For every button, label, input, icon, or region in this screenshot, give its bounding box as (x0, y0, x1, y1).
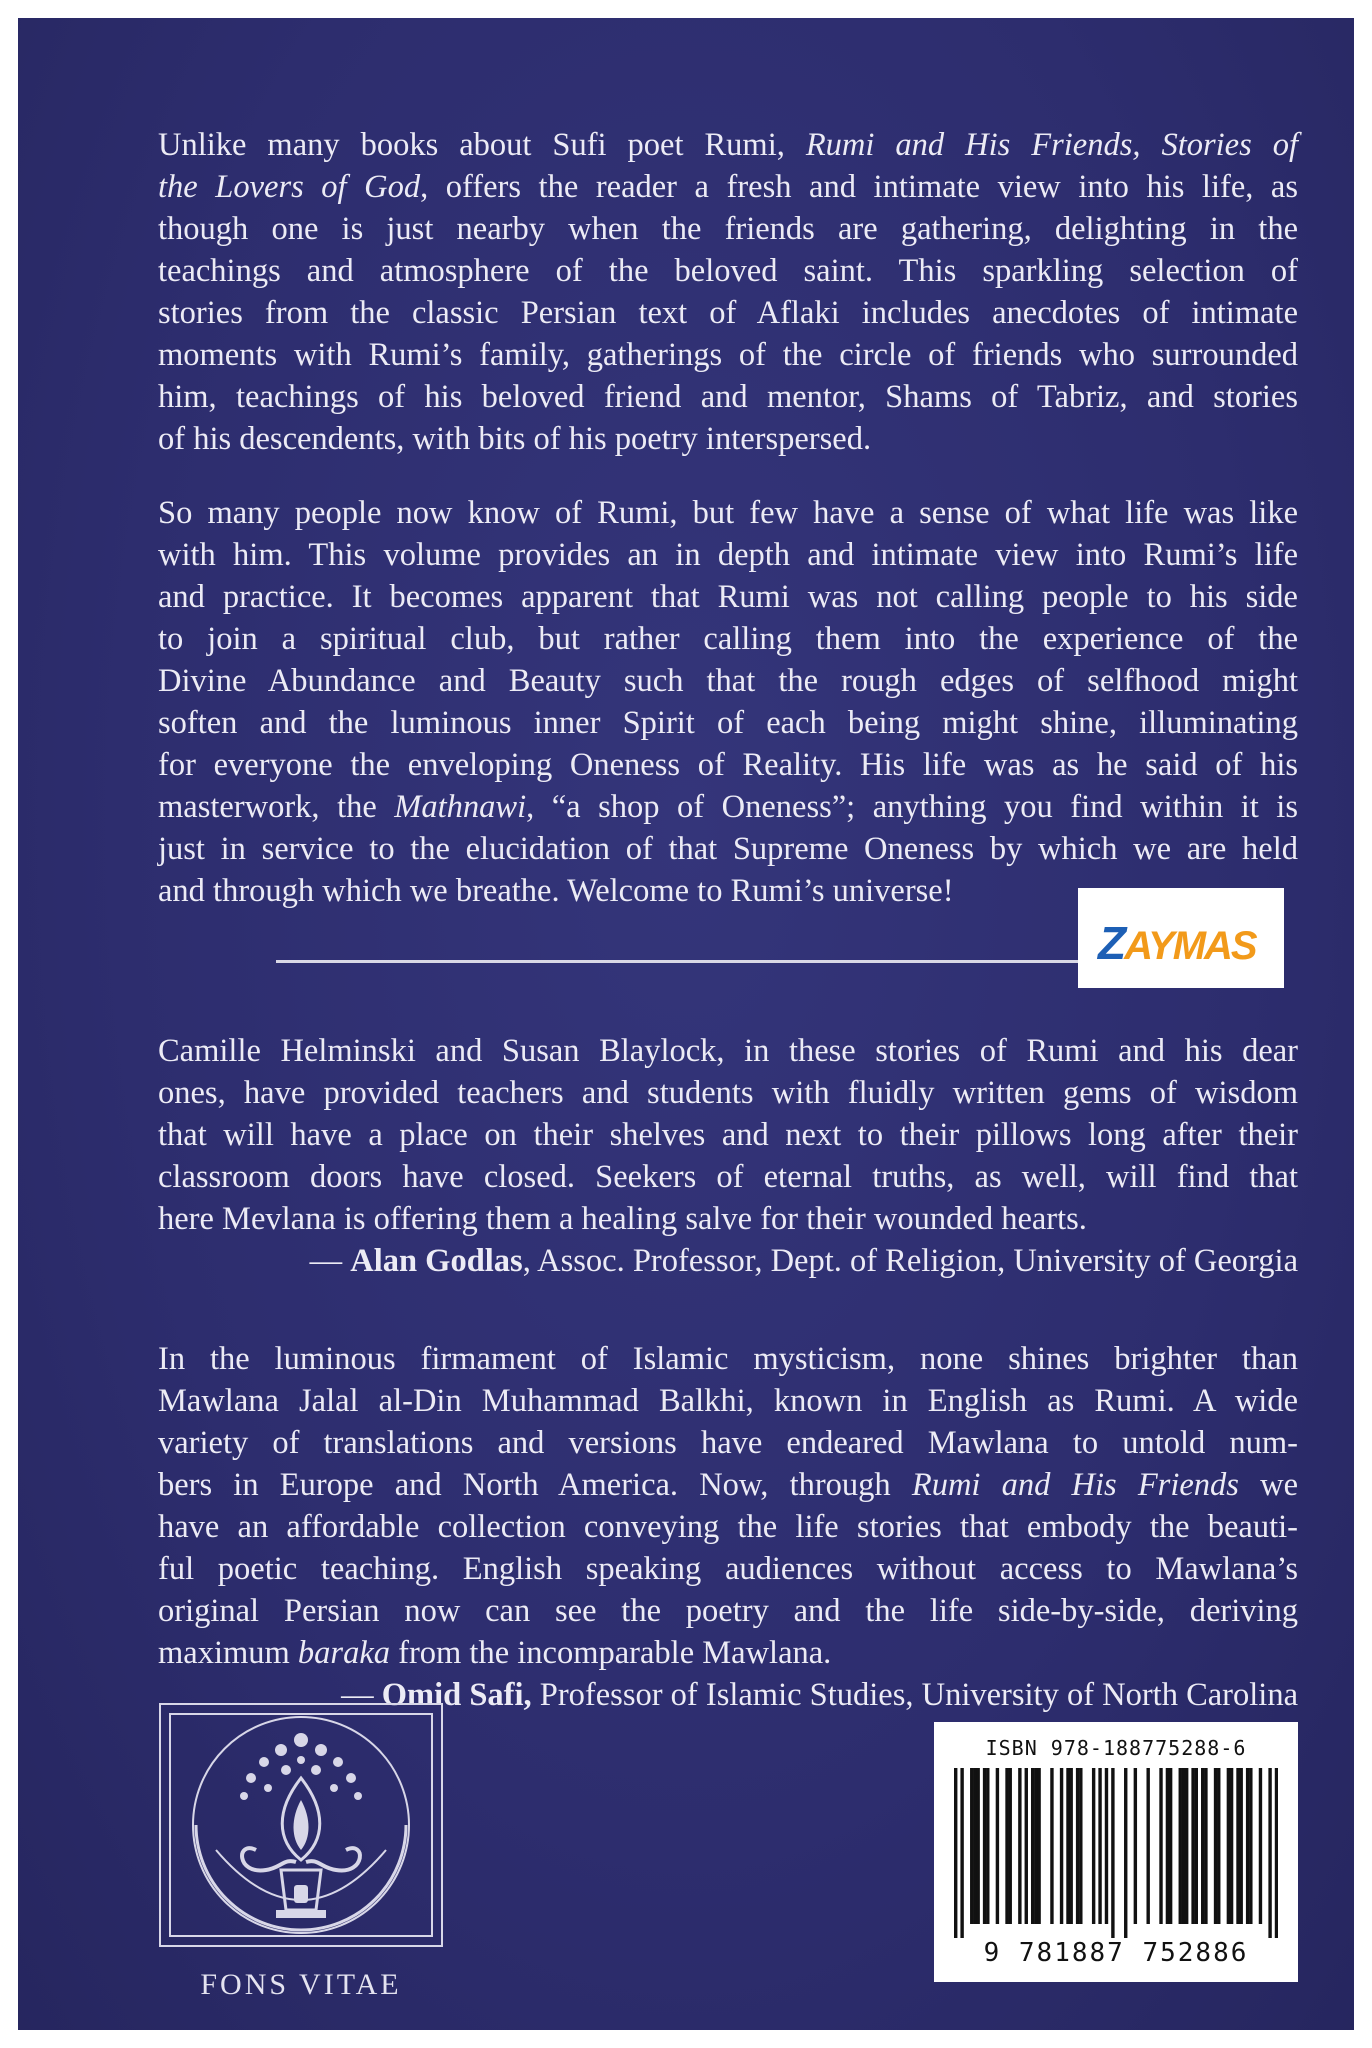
barcode-bar (1268, 1768, 1271, 1938)
barcode-bar (1105, 1768, 1108, 1924)
barcode-bar (1185, 1768, 1188, 1924)
text-line: Unlike many books about Sufi poet Rumi, Rumi and His Friends, Stories of (158, 127, 1298, 163)
barcode-bar (983, 1768, 986, 1924)
barcode-bar (973, 1768, 976, 1924)
barcode-bar (1092, 1768, 1095, 1924)
text-line: Camille Helminski and Susan Blaylock, in these stories of Rumi and his dear (158, 1033, 1298, 1069)
zaymas-watermark-logo (1078, 888, 1284, 988)
text-line: stories from the classic Persian text of Aflaki includes anecdotes of intimate (158, 295, 1298, 331)
publisher-name: FONS VITAE (200, 1968, 402, 2001)
barcode-bar (1025, 1768, 1028, 1924)
barcode-bar (1227, 1768, 1230, 1924)
barcode-bar (1240, 1768, 1243, 1924)
barcode-bars (954, 1768, 1278, 1938)
barcode-bar (1034, 1768, 1037, 1924)
endorsement-attribution-2: — Omid Safi, Professor of Islamic Studies, University of North Carolina (341, 1677, 1298, 1713)
barcode-bar (1124, 1768, 1127, 1938)
description-paragraph-1 (158, 124, 1298, 460)
barcode-bar (1098, 1768, 1101, 1924)
barcode-bar (1236, 1768, 1239, 1924)
text-line: just in service to the elucidation of that Supreme Oneness by which we are held (158, 831, 1298, 867)
description-paragraph-2 (158, 492, 1298, 912)
endorsement-attribution-1: — Alan Godlas, Assoc. Professor, Dept. of Religion, University of Georgia (309, 1243, 1298, 1279)
barcode-bar (1018, 1768, 1021, 1924)
barcode-bar (1204, 1768, 1207, 1924)
text-line: and practice. It becomes apparent that Rumi was not calling people to his side (158, 579, 1298, 615)
barcode-bar (1166, 1768, 1169, 1924)
barcode-bar (1230, 1768, 1233, 1924)
barcode-bar (1069, 1768, 1072, 1924)
text-line: ful poetic teaching. English speaking audiences without access to Mawlana’s (158, 1551, 1298, 1587)
barcode-bar (1191, 1768, 1194, 1924)
text-line: soften and the luminous inner Spirit of each being might shine, illuminating (158, 705, 1298, 741)
text-line: classroom doors have closed. Seekers of eternal truths, as well, will find that (158, 1159, 1298, 1195)
text-line: here Mevlana is offering them a healing salve for their wounded hearts. (158, 1201, 1087, 1237)
text-line: of his descendents, with bits of his poetry interspersed. (158, 421, 872, 457)
barcode-bar (1217, 1768, 1220, 1924)
barcode-bar (1005, 1768, 1008, 1924)
barcode-bar (1066, 1768, 1069, 1924)
section-divider (276, 960, 1106, 963)
barcode-bar (976, 1768, 979, 1924)
barcode-bar (1214, 1768, 1217, 1924)
barcode-bar (1169, 1768, 1172, 1924)
text-line: original Persian now can see the poetry and the life side-by-side, deriving (158, 1593, 1298, 1629)
text-line: Mawlana Jalal al-Din Muhammad Balkhi, known in English as Rumi. A wide (158, 1383, 1298, 1419)
text-line: to join a spiritual club, but rather calling them into the experience of the (158, 621, 1298, 657)
text-line: have an affordable collection conveying the life stories that embody the beauti- (158, 1509, 1298, 1545)
text-line: teachings and atmosphere of the beloved saint. This sparkling selection of (158, 253, 1298, 289)
barcode-bar (954, 1768, 957, 1938)
barcode-bar (996, 1768, 999, 1924)
text-line: the Lovers of God, offers the reader a fresh and intimate view into his life, as (158, 169, 1298, 205)
barcode-bar (1246, 1768, 1249, 1924)
fountain-emblem-icon (156, 1700, 446, 1950)
barcode-bar (1182, 1768, 1185, 1924)
barcode-bar (1134, 1768, 1137, 1924)
text-line: him, teachings of his beloved friend and mentor, Shams of Tabriz, and stories (158, 379, 1298, 415)
barcode-digits: 9 781887 752886 (983, 1938, 1249, 1968)
barcode-bar (960, 1768, 963, 1938)
barcode-bar (1060, 1768, 1063, 1924)
text-line: bers in Europe and North America. Now, through Rumi and His Friends we (158, 1467, 1298, 1503)
text-line: ones, have provided teachers and students with fluidly written gems of wisdom (158, 1075, 1298, 1111)
barcode-bar (1259, 1768, 1262, 1924)
text-line: for everyone the enveloping Oneness of Reality. His life was as he said of his (158, 747, 1298, 783)
text-line: that will have a place on their shelves and next to their pillows long after their (158, 1117, 1298, 1153)
text-line: and through which we breathe. Welcome to Rumi’s universe! (158, 873, 954, 909)
barcode-bar (970, 1768, 973, 1924)
text-line: In the luminous firmament of Islamic mysticism, none shines brighter than (158, 1341, 1298, 1377)
zaymas-logo-text: ZAYMAS (1098, 917, 1256, 969)
barcode-bar (986, 1768, 989, 1924)
text-line: So many people now know of Rumi, but few have a sense of what life was like (158, 495, 1298, 531)
endorsement-quote-1 (158, 1030, 1298, 1240)
barcode-bar (1031, 1768, 1034, 1924)
isbn-barcode (934, 1722, 1298, 1982)
endorser-name: Omid Safi, (381, 1677, 532, 1713)
text-line: Divine Abundance and Beauty such that the rough edges of selfhood might (158, 663, 1298, 699)
barcode-bar (1275, 1768, 1278, 1938)
text-line: masterwork, the Mathnawi, “a shop of Oneness”; anything you find within it is (158, 789, 1298, 825)
barcode-bar (1159, 1768, 1162, 1924)
text-line: moments with Rumi’s family, gatherings of the circle of friends who surrounded (158, 337, 1298, 373)
fons-vitae-logo (156, 1700, 446, 2000)
text-line: with him. This volume provides an in depth and intimate view into Rumi’s life (158, 537, 1298, 573)
barcode-bar (1201, 1768, 1204, 1924)
barcode-bar (1076, 1768, 1079, 1924)
barcode-bar (1249, 1768, 1252, 1924)
barcode-bar (1146, 1768, 1149, 1924)
barcode-bar (1179, 1768, 1182, 1924)
text-line: maximum baraka from the incomparable Mawlana. (158, 1635, 832, 1671)
barcode-bar (1037, 1768, 1040, 1924)
text-line: though one is just nearby when the friends are gathering, delighting in the (158, 211, 1298, 247)
barcode-bar (1111, 1768, 1114, 1938)
book-back-cover (18, 18, 1354, 2030)
barcode-bar (1050, 1768, 1053, 1924)
barcode-bar (1195, 1768, 1198, 1924)
text-line: variety of translations and versions have endeared Mawlana to untold num- (158, 1425, 1298, 1461)
endorsement-quote-2 (158, 1338, 1298, 1674)
isbn-number: ISBN 978-188775288-6 (985, 1736, 1247, 1760)
endorser-name: Alan Godlas (350, 1243, 523, 1279)
barcode-bar (1009, 1768, 1012, 1924)
barcode-bar (1079, 1768, 1082, 1924)
